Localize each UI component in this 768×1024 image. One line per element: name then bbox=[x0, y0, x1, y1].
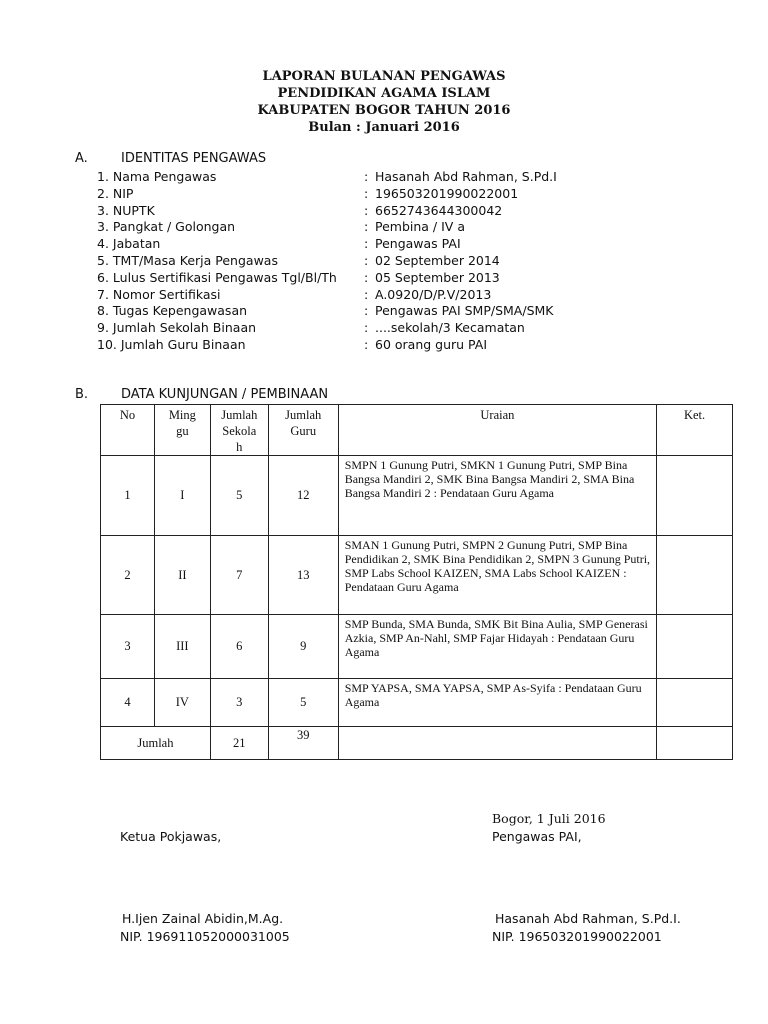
table-row bbox=[101, 536, 733, 615]
identity-value: Hasanah Abd Rahman, S.Pd.I bbox=[375, 169, 557, 184]
cell-minggu: I bbox=[154, 456, 210, 536]
identity-label: 8. Tugas Kepengawasan bbox=[97, 303, 248, 319]
left-role: Ketua Pokjawas, bbox=[120, 829, 222, 844]
table-header-row bbox=[101, 405, 733, 456]
identity-label: 6. Lulus Sertifikasi Pengawas Tgl/Bl/Th bbox=[97, 269, 337, 285]
identity-value: 05 September 2013 bbox=[375, 269, 500, 285]
col-header-ket: Ket. bbox=[657, 405, 733, 456]
cell-guru: 5 bbox=[268, 679, 338, 727]
cell-ket bbox=[657, 456, 733, 536]
identity-value: Pembina / IV a bbox=[375, 219, 465, 235]
title-line-3: KABUPATEN BOGOR TAHUN 2016 bbox=[257, 103, 511, 118]
table-row bbox=[101, 615, 733, 679]
right-signatory-nip: NIP. 196503201990022001 bbox=[492, 929, 662, 944]
cell-uraian: SMAN 1 Gunung Putri, SMPN 2 Gunung Putri, SMP Bina Pendidikan 2, SMK Bina Pendidikan 2, SMPN 3 Gunung Putri, SMP Labs School KAIZEN, SMA Labs School KAIZEN : Pendataan Guru Agama bbox=[338, 536, 656, 615]
title-line-2: PENDIDIKAN AGAMA ISLAM bbox=[277, 86, 491, 101]
cell-guru: 12 bbox=[268, 456, 338, 536]
identity-value: 6652743644300042 bbox=[375, 202, 503, 218]
total-label: Jumlah bbox=[101, 727, 211, 760]
table-total-row bbox=[101, 727, 733, 760]
identity-value: 196503201990022001 bbox=[375, 185, 519, 201]
total-uraian bbox=[338, 727, 656, 760]
place-date: Bogor, 1 Juli 2016 bbox=[492, 811, 606, 826]
identity-value: Pengawas PAI bbox=[375, 236, 461, 252]
identity-label: 3. Pangkat / Golongan bbox=[97, 219, 236, 235]
title-line-1: LAPORAN BULANAN PENGAWAS bbox=[262, 69, 506, 84]
cell-uraian: SMP Bunda, SMA Bunda, SMK Bit Bina Aulia, SMP Generasi Azkia, SMP An-Nahl, SMP Fajar Hidayah : Pendataan Guru Agama bbox=[338, 615, 656, 679]
cell-guru: 9 bbox=[268, 615, 338, 679]
identity-label: 5. TMT/Masa Kerja Pengawas bbox=[97, 252, 278, 268]
identity-value: A.0920/D/P.V/2013 bbox=[375, 286, 492, 302]
cell-uraian: SMPN 1 Gunung Putri, SMKN 1 Gunung Putri, SMP Bina Bangsa Mandiri 2, SMK Bina Bangsa Mandiri 2, SMA Bina Bangsa Mandiri 2 : Pendataan Guru Agama bbox=[338, 456, 656, 536]
right-role: Pengawas PAI, bbox=[492, 829, 582, 844]
col-header-uraian: Uraian bbox=[338, 405, 656, 456]
section-a-letter: A. bbox=[75, 151, 88, 166]
cell-no: 2 bbox=[101, 536, 155, 615]
total-ket bbox=[657, 727, 733, 760]
report-title bbox=[0, 68, 768, 136]
identity-label: 2. NIP bbox=[97, 185, 134, 201]
identity-value: 60 orang guru PAI bbox=[375, 336, 488, 352]
cell-sekolah: 5 bbox=[210, 456, 268, 536]
cell-no: 1 bbox=[101, 456, 155, 536]
identity-label: 7. Nomor Sertifikasi bbox=[97, 286, 221, 302]
cell-no: 4 bbox=[101, 679, 155, 727]
left-signatory-name: H.Ijen Zainal Abidin,M.Ag. bbox=[122, 911, 284, 926]
col-header-minggu: Ming gu bbox=[154, 405, 210, 456]
cell-ket bbox=[657, 615, 733, 679]
cell-minggu: IV bbox=[154, 679, 210, 727]
col-header-jumlah-sekolah: Jumlah Sekola h bbox=[210, 405, 268, 456]
title-month: Bulan : Januari 2016 bbox=[308, 120, 460, 135]
identity-value: ....sekolah/3 Kecamatan bbox=[375, 320, 525, 336]
identity-label: 10. Jumlah Guru Binaan bbox=[97, 336, 246, 352]
cell-minggu: III bbox=[154, 615, 210, 679]
col-header-jumlah-guru: Jumlah Guru bbox=[268, 405, 338, 456]
identity-value: 02 September 2014 bbox=[375, 252, 500, 268]
right-signatory-name: Hasanah Abd Rahman, S.Pd.I. bbox=[495, 911, 681, 926]
cell-sekolah: 7 bbox=[210, 536, 268, 615]
cell-minggu: II bbox=[154, 536, 210, 615]
total-guru: 39 bbox=[268, 727, 338, 760]
cell-guru: 13 bbox=[268, 536, 338, 615]
total-sekolah: 21 bbox=[210, 727, 268, 760]
table-row bbox=[101, 679, 733, 727]
identity-value: Pengawas PAI SMP/SMA/SMK bbox=[375, 303, 554, 319]
section-b-letter: B. bbox=[75, 387, 89, 402]
cell-ket bbox=[657, 536, 733, 615]
left-signatory-nip: NIP. 196911052000031005 bbox=[120, 929, 290, 944]
identity-label: 9. Jumlah Sekolah Binaan bbox=[97, 320, 257, 336]
cell-uraian: SMP YAPSA, SMA YAPSA, SMP As-Syifa : Pendataan Guru Agama bbox=[338, 679, 656, 727]
visits-table bbox=[100, 404, 733, 760]
section-a-title: IDENTITAS PENGAWAS bbox=[121, 151, 267, 166]
cell-ket bbox=[657, 679, 733, 727]
identity-label: 1. Nama Pengawas bbox=[97, 169, 217, 184]
identity-label: 4. Jabatan bbox=[97, 236, 161, 252]
col-header-no: No bbox=[101, 405, 155, 456]
table-row bbox=[101, 456, 733, 536]
cell-sekolah: 6 bbox=[210, 615, 268, 679]
cell-no: 3 bbox=[101, 615, 155, 679]
section-b-title: DATA KUNJUNGAN / PEMBINAAN bbox=[121, 387, 329, 402]
identity-label: 3. NUPTK bbox=[97, 202, 155, 218]
cell-sekolah: 3 bbox=[210, 679, 268, 727]
